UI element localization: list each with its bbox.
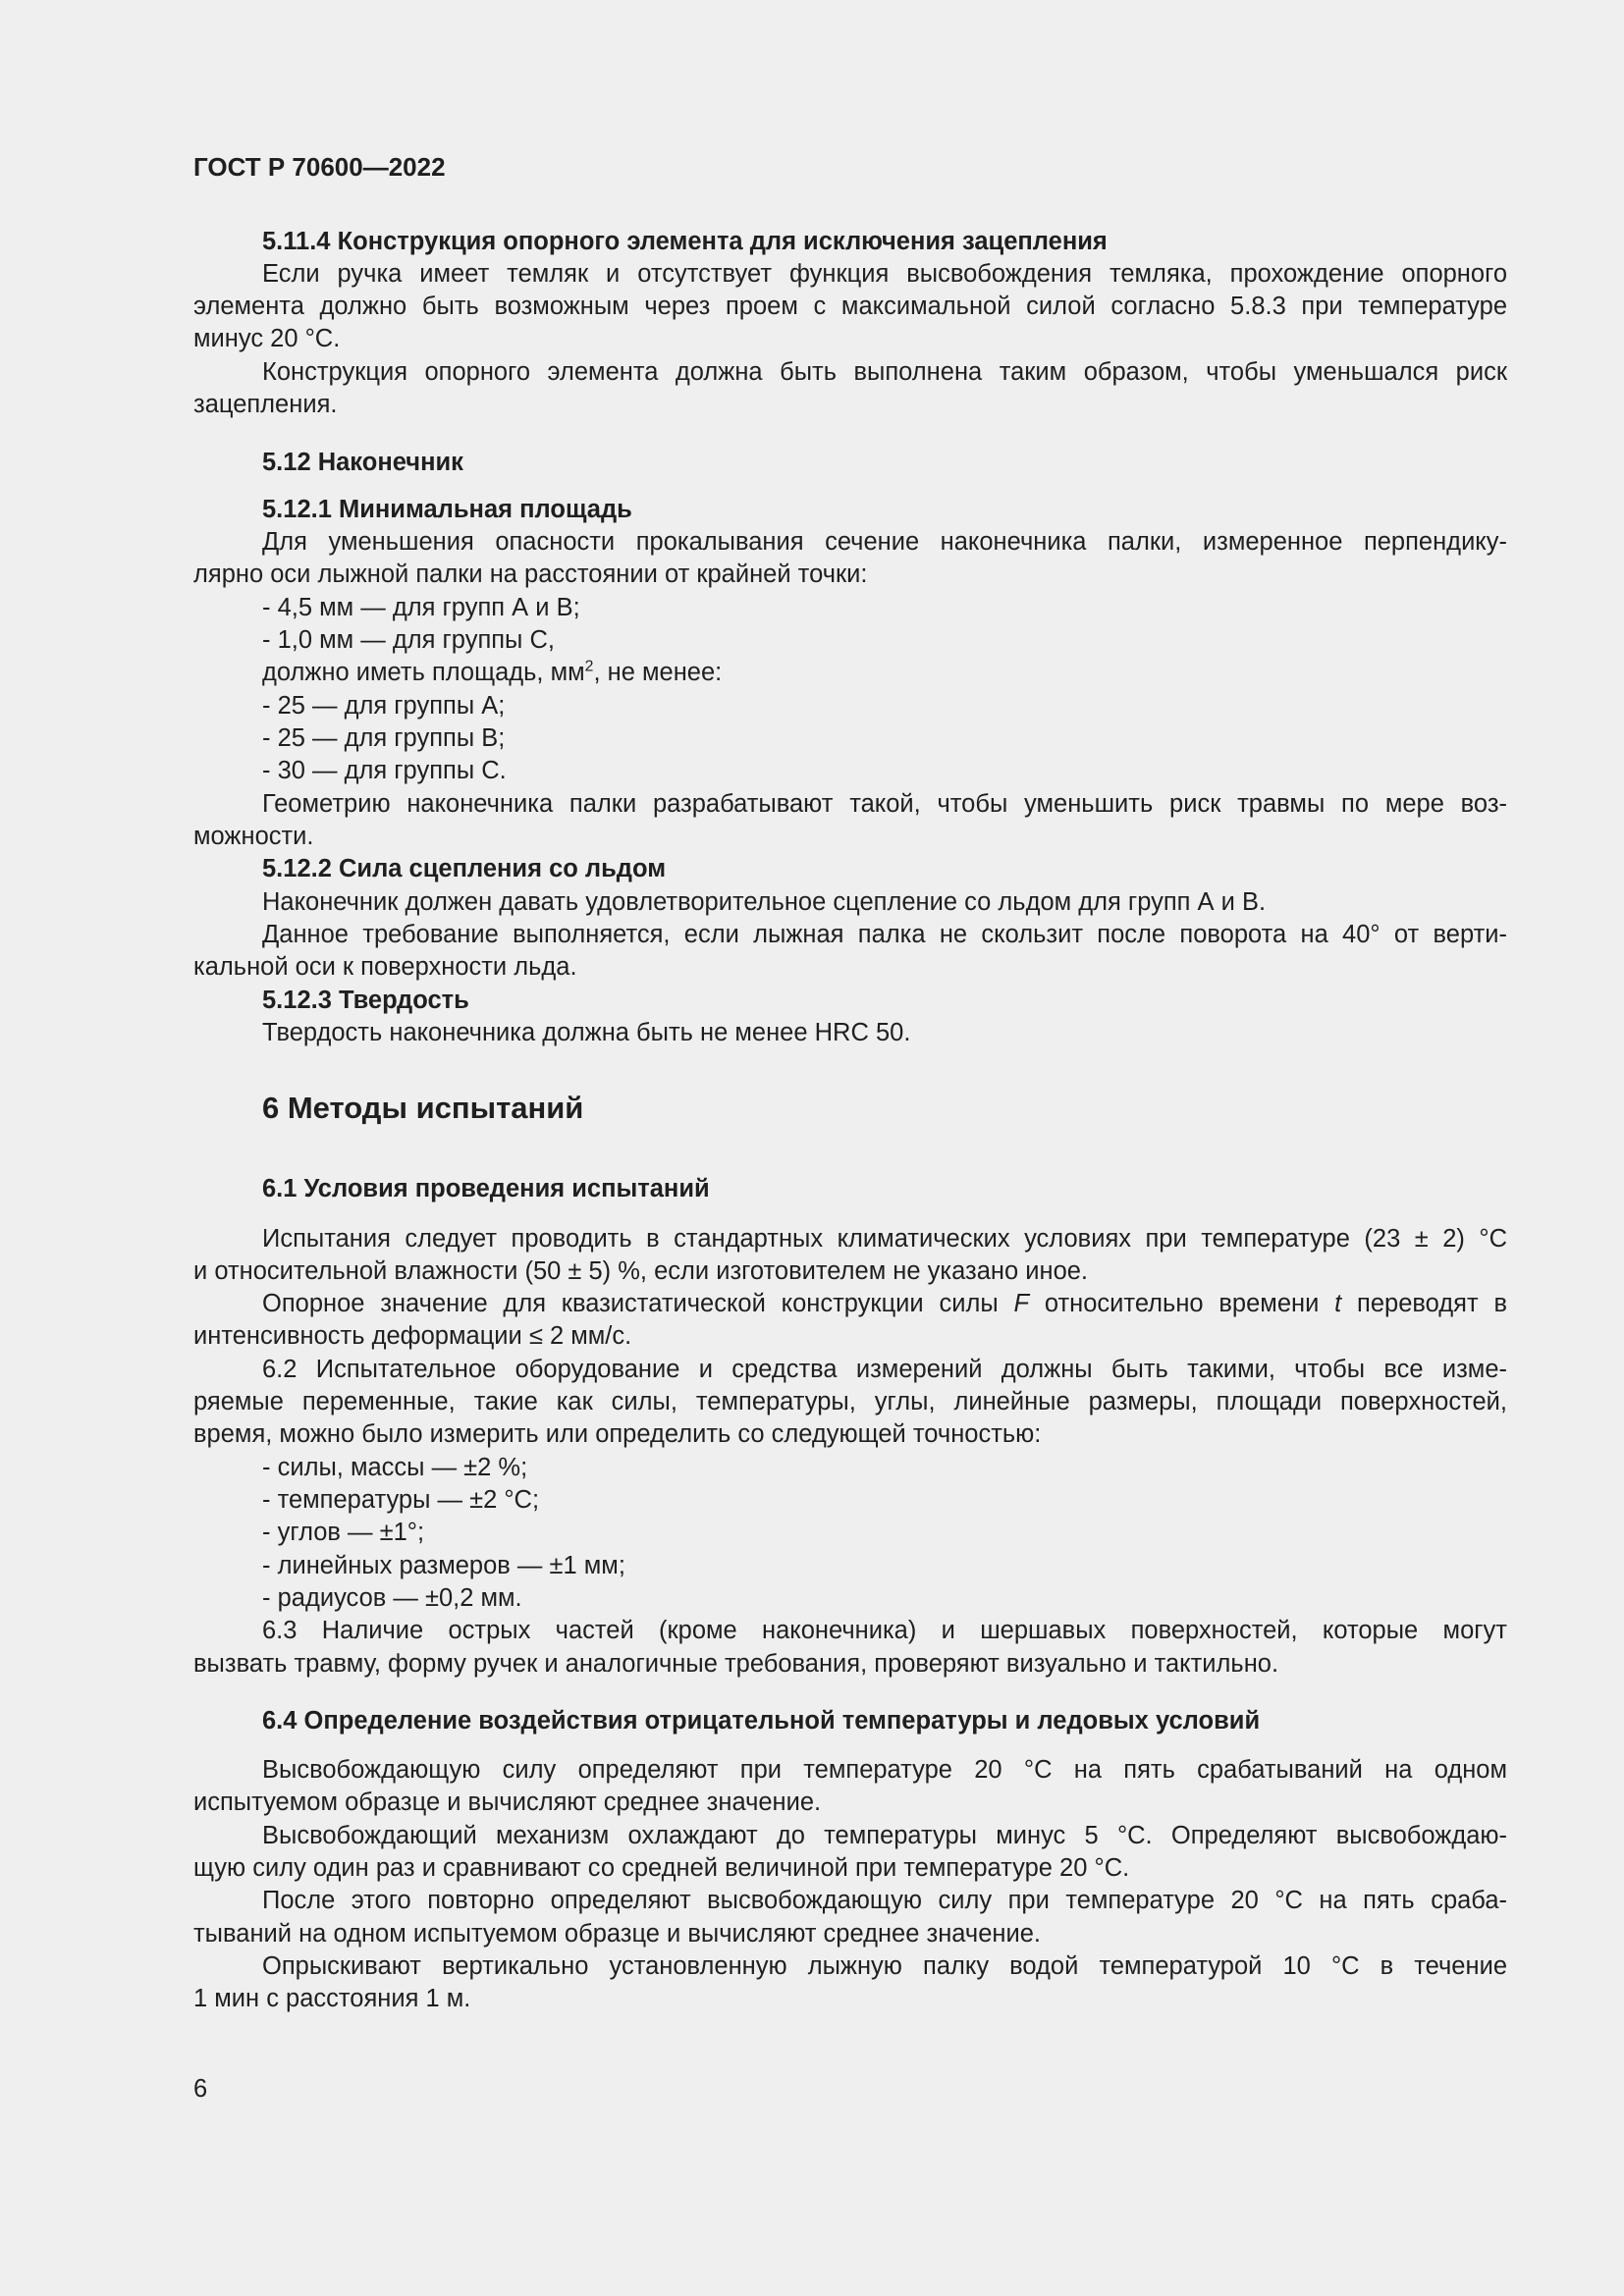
- paragraph-line: Если ручка имеет темляк и отсутствует функция высвобождения темляка, прохождение опорного: [262, 260, 1507, 288]
- paragraph-line: [262, 1288, 1507, 1320]
- section-heading-5-11-4: 5.11.4 Конструкция опорного элемента для исключения зацепления: [262, 228, 1108, 255]
- paragraph-line: элемента должно быть возможным через проем с максимальной силой согласно 5.8.3 при температуре: [193, 293, 1507, 320]
- list-item: - 1,0 мм — для группы С,: [262, 626, 555, 654]
- paragraph-line: Геометрию наконечника палки разрабатывают такой, чтобы уменьшить риск травмы по мере воз-: [262, 790, 1507, 818]
- list-item: - силы, массы — ±2 %;: [262, 1454, 528, 1481]
- list-item: - 25 — для группы В;: [262, 724, 506, 752]
- superscript: 2: [584, 658, 594, 675]
- section-heading-5-12-3: 5.12.3 Твердость: [262, 987, 469, 1014]
- list-item: - 30 — для группы С.: [262, 757, 507, 784]
- paragraph-line: Данное требование выполняется, если лыжная палка не скользит после поворота на 40° от верти-: [262, 921, 1507, 948]
- paragraph-line: тываний на одном испытуемом образце и вычисляют среднее значение.: [193, 1920, 1041, 1948]
- paragraph-line: интенсивность деформации ≤ 2 мм/с.: [193, 1322, 632, 1350]
- paragraph-line: Твердость наконечника должна быть не менее HRC 50.: [262, 1019, 911, 1046]
- text-run: Опорное значение для квазистатической конструкции силы: [262, 1290, 1014, 1317]
- document-header: ГОСТ Р 70600—2022: [193, 152, 446, 182]
- section-heading-6-1: 6.1 Условия проведения испытаний: [262, 1175, 710, 1202]
- paragraph-line: минус 20 °С.: [193, 325, 341, 352]
- paragraph-line: Для уменьшения опасности прокалывания сечение наконечника палки, измеренное перпендику-: [262, 528, 1507, 556]
- area-text-end: , не менее:: [593, 659, 723, 686]
- paragraph-line: 6.2 Испытательное оборудование и средства измерений должны быть такими, чтобы все изме-: [262, 1356, 1507, 1383]
- paragraph-line: Опрыскивают вертикально установленную лыжную палку водой температурой 10 °С в течение: [262, 1952, 1507, 1980]
- paragraph-line: 6.3 Наличие острых частей (кроме наконечника) и шершавых поверхностей, которые могут: [262, 1617, 1507, 1644]
- list-item: - углов — ±1°;: [262, 1519, 425, 1546]
- paragraph-line: Конструкция опорного элемента должна быть выполнена таким образом, чтобы уменьшался риск: [262, 358, 1507, 386]
- paragraph-line: щую силу один раз и сравнивают со средней величиной при температуре 20 °С.: [193, 1854, 1130, 1882]
- paragraph-line: испытуемом образце и вычисляют среднее значение.: [193, 1789, 822, 1816]
- section-heading-6-4: 6.4 Определение воздействия отрицательной температуры и ледовых условий: [262, 1707, 1261, 1735]
- list-item: - 25 — для группы А;: [262, 692, 506, 720]
- paragraph-line: После этого повторно определяют высвобождающую силу при температуре 20 °С на пять сраба-: [262, 1887, 1507, 1914]
- document-page: [193, 0, 1507, 2296]
- paragraph-line: зацепления.: [193, 391, 338, 418]
- paragraph-line: 1 мин с расстояния 1 м.: [193, 1985, 471, 2012]
- paragraph-line: Испытания следует проводить в стандартных климатических условиях при температуре (23 ± 2) °С: [262, 1225, 1507, 1253]
- paragraph-line: Высвобождающий механизм охлаждают до температуры минус 5 °С. Определяют высвобождаю-: [262, 1822, 1507, 1849]
- time-symbol: t: [1334, 1290, 1342, 1317]
- page-number: 6: [193, 2075, 208, 2103]
- paragraph-line: можности.: [193, 823, 314, 850]
- force-symbol: F: [1013, 1290, 1030, 1317]
- chapter-heading-6: 6 Методы испытаний: [262, 1091, 584, 1125]
- paragraph-line: кальной оси к поверхности льда.: [193, 953, 577, 981]
- paragraph-line: Высвобождающую силу определяют при температуре 20 °С на пять срабатываний на одном: [262, 1756, 1507, 1784]
- area-text: должно иметь площадь, мм: [262, 659, 585, 686]
- list-item: - радиусов — ±0,2 мм.: [262, 1584, 522, 1612]
- list-item: - температуры — ±2 °С;: [262, 1486, 540, 1514]
- section-heading-5-12-1: 5.12.1 Минимальная площадь: [262, 496, 632, 523]
- paragraph-line: Наконечник должен давать удовлетворительное сцепление со льдом для групп А и В.: [262, 888, 1267, 916]
- paragraph-line: лярно оси лыжной палки на расстоянии от крайней точки:: [193, 561, 868, 588]
- paragraph-line: время, можно было измерить или определить со следующей точностью:: [193, 1420, 1042, 1448]
- area-requirement-line: [262, 657, 1507, 689]
- paragraph-line: и относительной влажности (50 ± 5) %, если изготовителем не указано иное.: [193, 1257, 1089, 1285]
- paragraph-line: вызвать травму, форму ручек и аналогичные требования, проверяют визуально и тактильно.: [193, 1650, 1279, 1678]
- list-item: - 4,5 мм — для групп А и В;: [262, 594, 580, 621]
- text-run: относительно времени: [1029, 1290, 1335, 1317]
- list-item: - линейных размеров — ±1 мм;: [262, 1552, 625, 1579]
- text-run: переводят в: [1341, 1290, 1508, 1317]
- section-heading-5-12: 5.12 Наконечник: [262, 449, 463, 476]
- section-heading-5-12-2: 5.12.2 Сила сцепления со льдом: [262, 855, 667, 882]
- paragraph-line: ряемые переменные, такие как силы, температуры, углы, линейные размеры, площади поверхностей,: [193, 1388, 1507, 1415]
